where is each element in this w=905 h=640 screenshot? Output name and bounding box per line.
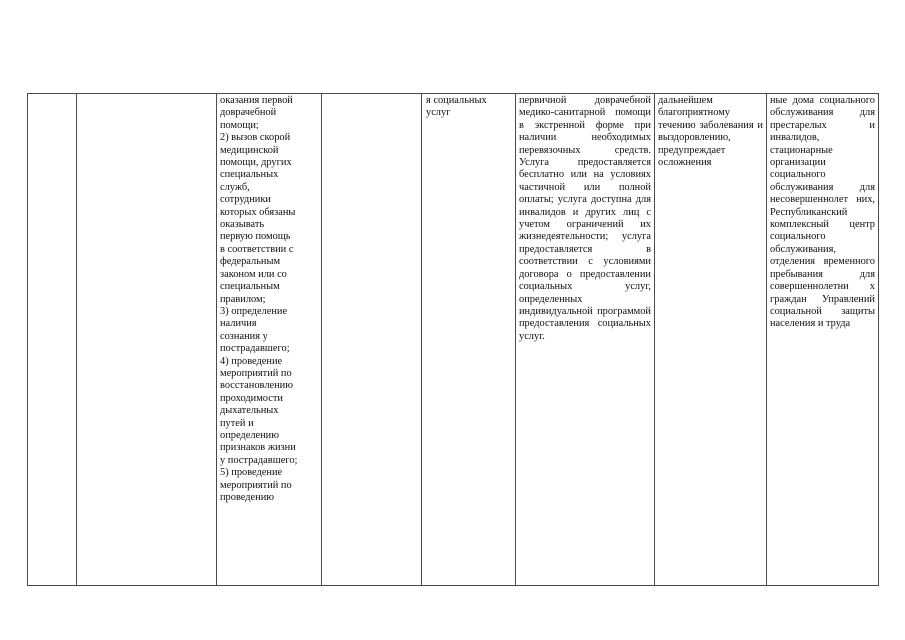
- document-table: [27, 93, 879, 586]
- table-cell-service-description: [516, 94, 655, 586]
- cell-text-service-description: первичной доврачебной медико-санитарной помощи в экстренной форме при наличии необходимых перевязочных средств. Услуга предоставляется бесплатно или на условиях частичной или полной оплаты; услуга доступна для инвалидов и других лиц с учетом ограничений их жизнедеятельности; услуга предоставляется в соответствии с условиями договора о предоставлении социальных услуг, определенных индивидуальной программой предоставления социальных услуг.: [519, 95, 651, 342]
- table-cell-service-result: [655, 94, 767, 586]
- table-cell-service-name: [422, 94, 516, 586]
- cell-text-actions: оказания первой доврачебной помощи; 2) вызов скорой медицинской помощи, других специальных служб, сотрудники которых обязаны оказывать первую помощь в соответствии с федеральным законом или со специальным правилом; 3) определение наличия сознания у пострадавшего; 4) проведение мероприятий по восстановлению проходимости дыхательных путей и определению признаков жизни у пострадавшего; 5) проведение мероприятий по проведению: [220, 95, 298, 503]
- cell-text-providers: ные дома социального обслуживания для престарелых и инвалидов, стационарные организации социального обслуживания для несовершеннолет них, Республиканский комплексный центр социального обслуживания, отделения временного пребывания для совершеннолетни х граждан Управлений социальной защиты населения и труда: [770, 95, 875, 330]
- table-cell-col-2: [77, 94, 217, 586]
- table-cell-providers: [767, 94, 879, 586]
- cell-text-service-result: дальнейшем благоприятному течению заболевания и выздоровлению, предупреждает осложнения: [658, 95, 763, 169]
- cell-text: [77, 94, 216, 95]
- table-row: [28, 94, 879, 586]
- table-cell-actions-list: [217, 94, 322, 586]
- cell-text-service-name: я социальных услуг: [426, 95, 487, 119]
- table-cell-col-4: [322, 94, 422, 586]
- cell-text: [28, 94, 76, 95]
- table-cell-col-1: [28, 94, 77, 586]
- cell-text: [322, 94, 421, 95]
